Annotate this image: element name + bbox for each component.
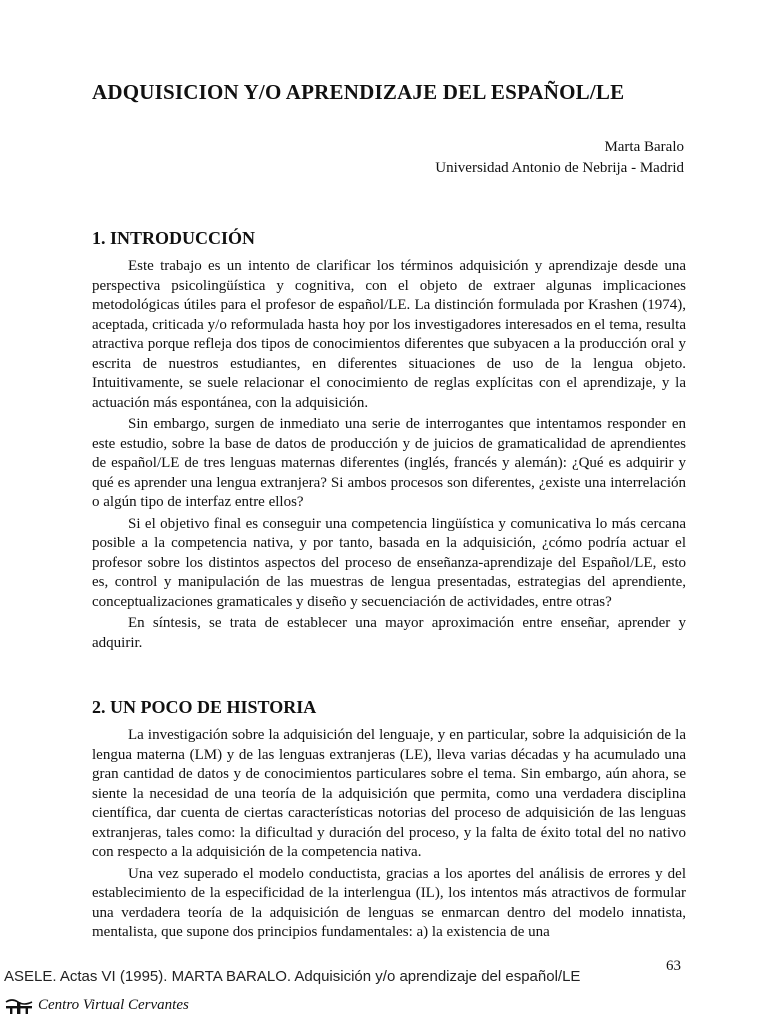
document-title: ADQUISICION Y/O APRENDIZAJE DEL ESPAÑOL/LE [92, 80, 625, 104]
section-heading: 1. INTRODUCCIÓN [92, 228, 256, 248]
section-historia [92, 697, 686, 945]
author-name: Marta Baralo [604, 139, 684, 155]
paragraph: En síntesis, se trata de establecer una mayor aproximación entre enseñar, aprender y adquirir. [92, 615, 686, 651]
footer-citation: ASELE. Actas VI (1995). MARTA BARALO. Adquisición y/o aprendizaje del español/LE [4, 968, 581, 985]
author-affiliation: Universidad Antonio de Nebrija - Madrid [435, 160, 684, 176]
cervantes-logo-icon [4, 996, 34, 1014]
page-number: 63 [666, 958, 681, 974]
paragraph: Sin embargo, surgen de inmediato una serie de interrogantes que intentamos responder en este estudio, sobre la base de datos de producción y de juicios de gramaticalidad de aprendientes de español/LE de tres lenguas maternas diferentes (inglés, francés y alemán): ¿Qué es adquirir y qué es aprender una lengua extranjera? Si ambos procesos son diferentes, ¿existe una interrelación o algún tipo de interfaz entre ellos? [92, 416, 686, 510]
paragraph: Este trabajo es un intento de clarificar los términos adquisición y aprendizaje desde una perspectiva psicolingüística y cognitiva, con el objeto de extraer algunas implicaciones metodológicas útiles para el profesor de español/LE. La distinción formulada por Krashen (1974), aceptada, criticada y/o reformulada hasta hoy por los investigadores interesados en el tema, resulta atractiva porque refleja dos tipos de conocimientos diferentes que subyacen a la producción oral y escrita de nuestros estudiantes, en diferentes situaciones de uso de la lengua objeto. Intuitivamente, se suele relacionar el conocimiento de reglas explícitas con el aprendizaje, y la actuación más espontánea, con la adquisición. [92, 258, 686, 411]
paragraph: La investigación sobre la adquisición del lenguaje, y en particular, sobre la adquisición de la lengua materna (LM) y de las lenguas extranjeras (LE), lleva varias décadas y ha acumulado una gran cantidad de datos y de conocimientos particulares sobre el tema. Sin embargo, aún ahora, se siente la necesidad de una teoría de la adquisición que permita, como una verdadera disciplina científica, dar cuenta de ciertas características notorias del proceso de adquisición de las lenguas extranjeras, tales como: la dificultad y duración del proceso, y la falta de éxito total del no nativo con respecto a la adquisición de la competencia nativa. [92, 727, 686, 860]
footer-logo-text: Centro Virtual Cervantes [38, 996, 189, 1013]
paragraph: Si el objetivo final es conseguir una competencia lingüística y comunicativa lo más cercana posible a la competencia nativa, y por tanto, basada en la adquisición, ¿cómo podría actuar el profesor sobre los distintos aspectos del proceso de enseñanza-aprendizaje del Español/LE, esto es, control y manipulación de las muestras de lengua presentadas, estrategias del aprendiente, conceptualizaciones gramaticales y diseño y secuenciación de actividades, entre otras? [92, 515, 686, 610]
paragraph: Una vez superado el modelo conductista, gracias a los aportes del análisis de errores y del establecimiento de la especificidad de la interlengua (IL), los intentos más atractivos de formular una verdadera teoría de la adquisición de lenguas se enmarcan dentro del modelo innatista, mentalista, que supone dos principios fundamentales: a) la existencia de una [92, 865, 686, 940]
section-heading: 2. UN POCO DE HISTORIA [92, 697, 317, 717]
section-introduccion [92, 228, 686, 655]
footer-logo[interactable] [4, 996, 189, 1014]
